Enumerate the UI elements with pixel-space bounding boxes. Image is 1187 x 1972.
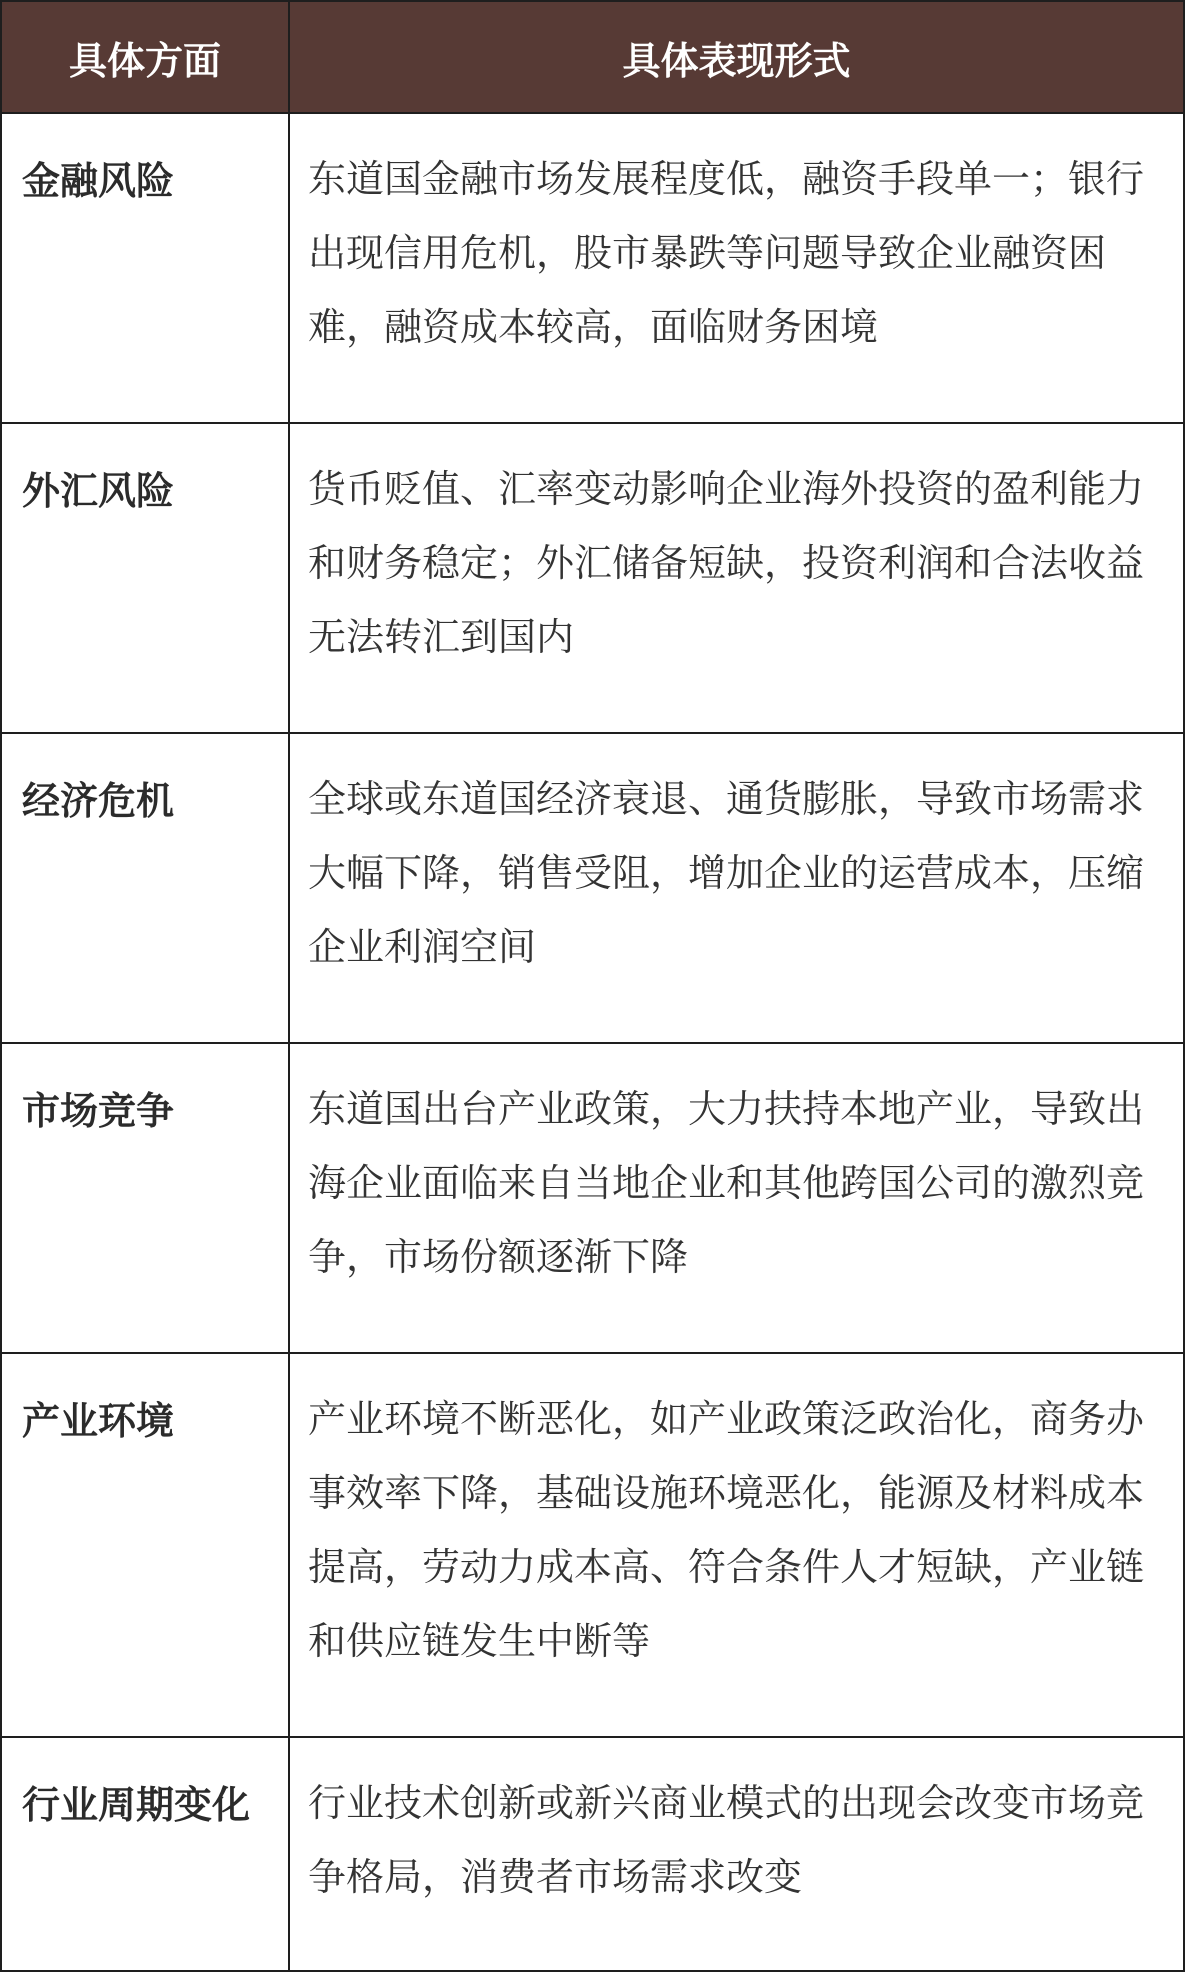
row-description: 行业技术创新或新兴商业模式的出现会改变市场竞争格局，消费者市场需求改变	[289, 1737, 1184, 1971]
row-aspect-industry-environment: 产业环境	[1, 1353, 289, 1737]
row-aspect-economic-crisis: 经济危机	[1, 733, 289, 1043]
row-description: 产业环境不断恶化，如产业政策泛政治化，商务办事效率下降，基础设施环境恶化，能源及材料成本提高，劳动力成本高、符合条件人才短缺，产业链和供应链发生中断等	[289, 1353, 1184, 1737]
table-row	[1, 1353, 1184, 1737]
row-description: 全球或东道国经济衰退、通货膨胀，导致市场需求大幅下降，销售受阻，增加企业的运营成本，压缩企业利润空间	[289, 733, 1184, 1043]
table-header-row	[1, 1, 1184, 113]
row-aspect-financial-risk: 金融风险	[1, 113, 289, 423]
table-row	[1, 733, 1184, 1043]
header-description: 具体表现形式	[289, 1, 1184, 113]
table-row	[1, 423, 1184, 733]
row-aspect-market-competition: 市场竞争	[1, 1043, 289, 1353]
row-aspect-industry-cycle: 行业周期变化	[1, 1737, 289, 1971]
row-description: 东道国出台产业政策，大力扶持本地产业，导致出海企业面临来自当地企业和其他跨国公司的激烈竞争，市场份额逐渐下降	[289, 1043, 1184, 1353]
table-row	[1, 113, 1184, 423]
table-row	[1, 1737, 1184, 1971]
row-aspect-fx-risk: 外汇风险	[1, 423, 289, 733]
header-aspect: 具体方面	[1, 1, 289, 113]
row-description: 东道国金融市场发展程度低，融资手段单一；银行出现信用危机，股市暴跌等问题导致企业融资困难，融资成本较高，面临财务困境	[289, 113, 1184, 423]
table-row	[1, 1043, 1184, 1353]
row-description: 货币贬值、汇率变动影响企业海外投资的盈利能力和财务稳定；外汇储备短缺，投资利润和合法收益无法转汇到国内	[289, 423, 1184, 733]
